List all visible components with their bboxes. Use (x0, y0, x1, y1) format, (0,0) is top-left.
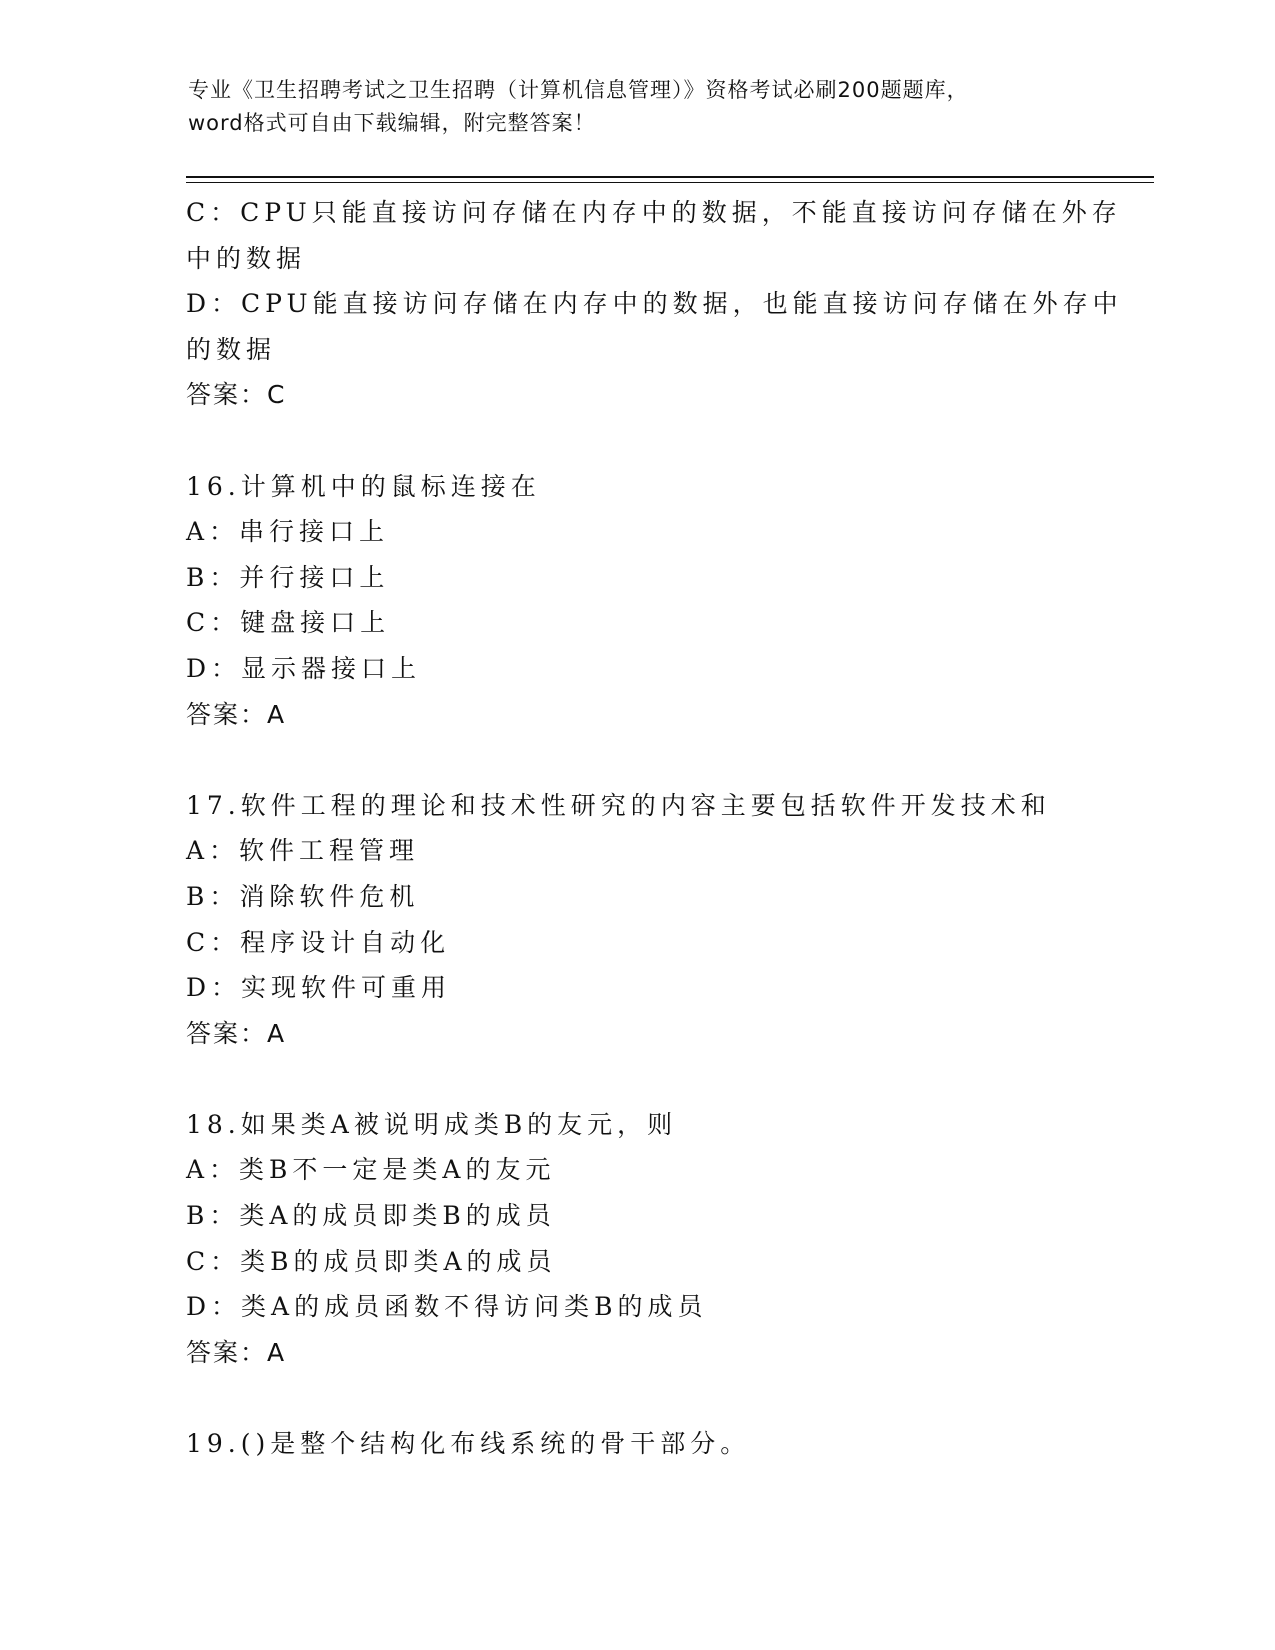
option-d: D：显示器接口上 (186, 653, 422, 683)
question-text: 19.()是整个结构化布线系统的骨干部分。 (186, 1429, 751, 1459)
option-b: B：并行接口上 (186, 562, 390, 592)
question-list (186, 190, 1123, 1467)
question-15-continued (186, 190, 1123, 418)
question-17 (186, 783, 1086, 1057)
option-a: A：软件工程管理 (186, 836, 420, 866)
option-b: B：消除软件危机 (186, 881, 420, 911)
option-c: C：键盘接口上 (186, 608, 391, 638)
option-b: B：类A的成员即类B的成员 (186, 1201, 556, 1231)
option-a: A：串行接口上 (186, 517, 390, 547)
question-text: 17.软件工程的理论和技术性研究的内容主要包括软件开发技术和 (186, 790, 1051, 820)
question-18 (186, 1102, 1086, 1376)
header-divider-thin (186, 182, 1154, 183)
header-divider-thick (186, 176, 1154, 178)
question-text: 16.计算机中的鼠标连接在 (186, 471, 541, 501)
spacer (186, 737, 1086, 783)
option-d: D：类A的成员函数不得访问类B的成员 (186, 1292, 708, 1322)
answer: 答案：C (186, 380, 287, 410)
spacer (186, 1375, 1086, 1421)
header-title-line-2: word格式可自由下载编辑，附完整答案！ (188, 111, 596, 135)
option-d: D：实现软件可重用 (186, 973, 452, 1003)
option-a: A：类B不一定是类A的友元 (186, 1155, 556, 1185)
question-19 (186, 1421, 1086, 1467)
question-text: 18.如果类A被说明成类B的友元，则 (186, 1109, 678, 1139)
answer: 答案：A (186, 1018, 287, 1048)
option-d-line-2: 的数据 (186, 334, 277, 364)
spacer (186, 1056, 1086, 1102)
option-d-line-1: D：CPU能直接访问存储在内存中的数据，也能直接访问存储在外存中 (186, 289, 1123, 319)
header-title-line-1: 专业《卫生招聘考试之卫生招聘（计算机信息管理）》资格考试必刷200题题库， (188, 78, 969, 102)
answer: 答案：A (186, 699, 287, 729)
answer: 答案：A (186, 1337, 287, 1367)
document-header (188, 74, 1088, 140)
option-c-line-1: C：CPU只能直接访问存储在内存中的数据，不能直接访问存储在外存 (186, 198, 1122, 227)
option-c-line-2: 中的数据 (186, 243, 307, 273)
question-16 (186, 464, 1086, 738)
option-c: C：程序设计自动化 (186, 927, 451, 957)
spacer (186, 418, 1086, 464)
option-c: C：类B的成员即类A的成员 (186, 1246, 557, 1276)
